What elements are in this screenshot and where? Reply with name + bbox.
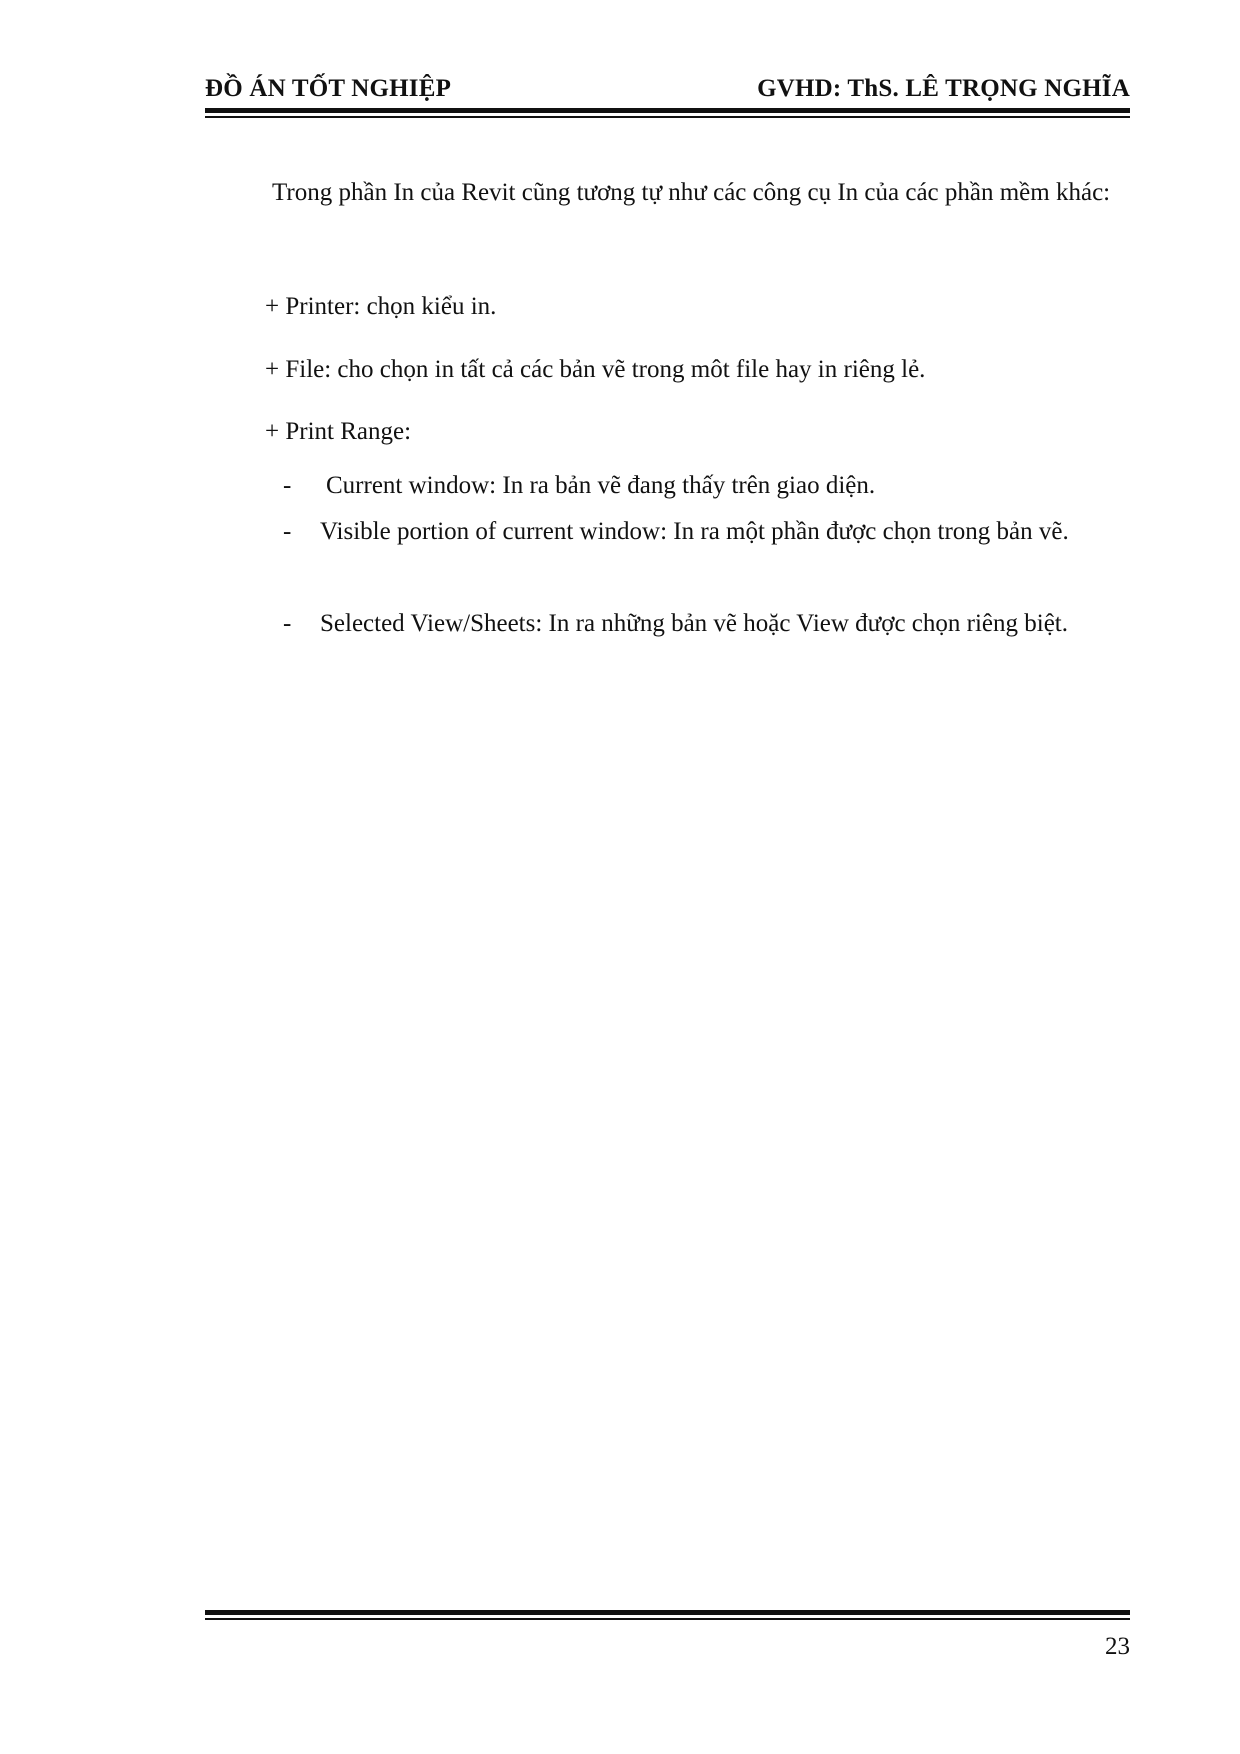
dash-item-text: Selected View/Sheets: In ra những bản vẽ hoặc View được chọn riêng biệt. [320, 610, 1068, 637]
header-rule-thick [205, 108, 1130, 113]
page-number: 23 [1105, 1633, 1130, 1660]
intro-paragraph: Trong phần In của Revit cũng tương tự như các công cụ In của các phần mềm khác: [272, 179, 1111, 206]
list-item-print-range: + Print Range: [265, 418, 412, 445]
header-advisor: GVHD: ThS. LÊ TRỌNG NGHĨA [757, 75, 1130, 102]
footer-rule-thick [205, 1610, 1130, 1615]
dash-item-text: Visible portion of current window: In ra một phần được chọn trong bản vẽ. [320, 518, 1069, 545]
header-rule-thin [205, 116, 1130, 118]
list-item-printer: + Printer: chọn kiểu in. [265, 293, 497, 320]
dash-marker: - [283, 518, 292, 545]
dash-marker: - [283, 610, 292, 637]
list-item-file: + File: cho chọn in tất cả các bản vẽ trong môt file hay in riêng lẻ. [265, 356, 926, 383]
header-title: ĐỒ ÁN TỐT NGHIỆP [205, 75, 452, 102]
dash-marker: - [283, 472, 292, 499]
page-header [205, 72, 1130, 112]
footer-rule-thin [205, 1618, 1130, 1620]
dash-item-text: Current window: In ra bản vẽ đang thấy trên giao diện. [326, 472, 876, 499]
